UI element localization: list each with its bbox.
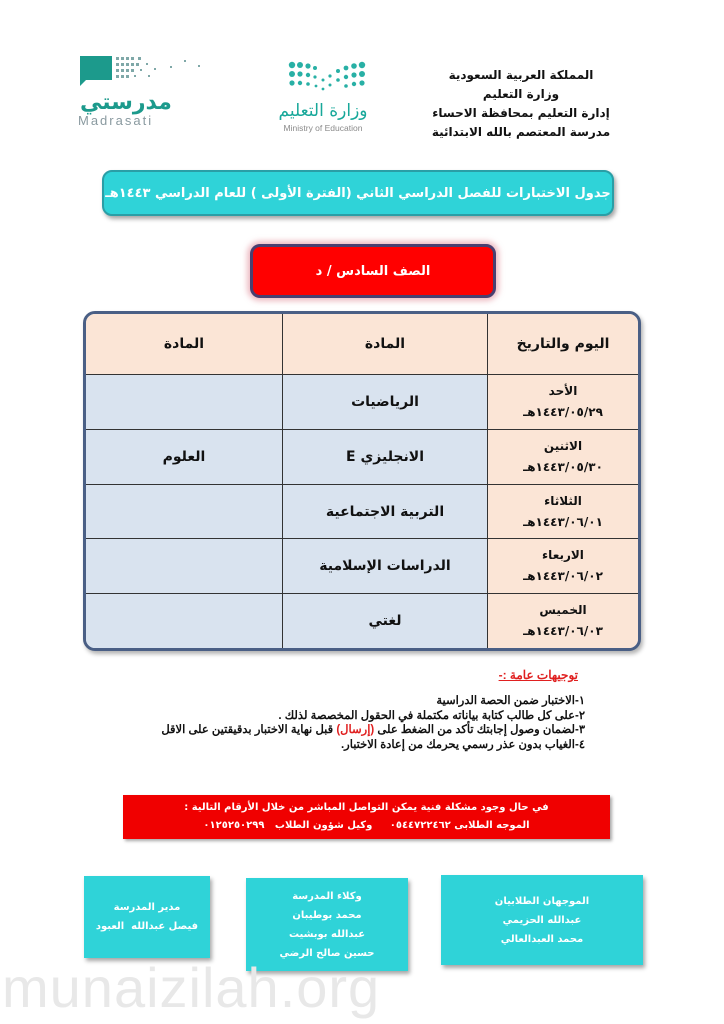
instruction-text: قبل نهاية الاختبار بدقيقتين على الاقل xyxy=(161,724,337,736)
technical-support-box xyxy=(123,795,610,839)
instruction-item xyxy=(135,723,585,738)
staff-name: محمد العبدالعالي xyxy=(500,933,584,945)
staff-name: حسين صالح الرضي xyxy=(279,947,375,959)
day-name: الأحد xyxy=(548,383,578,398)
staff-title: الموجهان الطلابيان xyxy=(494,895,590,907)
day-date: ١٤٤٣/٠٦/٠٣هـ xyxy=(523,624,603,639)
school-line: مدرسة المعتصم بالله الابتدائية xyxy=(431,125,611,139)
table-row xyxy=(86,484,638,539)
day-cell xyxy=(488,539,639,594)
instruction-item: ٤-الغياب بدون عذر رسمي يحرمك من إعادة الاختبار. xyxy=(340,738,585,751)
day-cell xyxy=(488,484,639,539)
header-subject-2: المادة xyxy=(86,314,283,375)
day-cell xyxy=(488,429,639,484)
subject-cell: الدراسات الإسلامية xyxy=(283,539,488,594)
table-row xyxy=(86,594,638,648)
day-date: ١٤٤٣/٠٦/٠٢هـ xyxy=(523,569,603,584)
staff-name: عبدالله الحزيمي xyxy=(502,914,582,926)
table-row xyxy=(86,375,638,430)
exam-schedule-table xyxy=(83,311,641,651)
instruction-item: ٢-على كل طالب كتابة بياناته مكتملة في الحقول المخصصة لذلك . xyxy=(278,709,585,722)
table-header-row xyxy=(86,314,638,375)
subject-cell xyxy=(86,539,283,594)
contact-line-1: في حال وجود مشكلة فنية يمكن التواصل المباشر من خلال الأرقام التالية : xyxy=(184,802,549,813)
day-name: الخميس xyxy=(539,603,587,618)
class-label-box xyxy=(250,244,496,298)
staff-name: محمد بوطيبان xyxy=(292,909,362,921)
subject-cell xyxy=(86,375,283,430)
day-name: الاربعاء xyxy=(542,548,584,563)
header-subject-1: المادة xyxy=(283,314,488,375)
moe-logo-english: Ministry of Education xyxy=(283,123,363,133)
staff-name: فيصل عبدالله العبود xyxy=(95,921,199,932)
directorate-line: إدارة التعليم بمحافظة الاحساء xyxy=(432,106,610,120)
instruction-item: ١-الاختبار ضمن الحصة الدراسية xyxy=(436,695,585,707)
staff-title: وكلاء المدرسة xyxy=(292,890,362,902)
kingdom-line: المملكة العربية السعودية xyxy=(448,68,594,82)
moe-dots-logo-icon xyxy=(258,58,388,98)
table-row xyxy=(86,429,638,484)
staff-name: عبدالله بوبشيت xyxy=(288,928,366,940)
instructions-heading: توجيهات عامة :- xyxy=(498,668,578,682)
subject-cell: الانجليزي E xyxy=(283,429,488,484)
ministry-line: وزارة التعليم xyxy=(482,87,560,101)
instructions-list xyxy=(135,694,585,752)
school-principal-box xyxy=(84,876,210,958)
subject-cell xyxy=(86,484,283,539)
table-row xyxy=(86,539,638,594)
student-supervisors-box xyxy=(441,875,643,965)
ministry-header xyxy=(410,66,632,142)
moe-logo xyxy=(258,58,388,134)
madrasati-logo-icon xyxy=(74,54,214,88)
madrasati-logo-arabic: مدرستي xyxy=(80,90,172,115)
subject-cell: الرياضيات xyxy=(283,375,488,430)
schedule-table xyxy=(86,314,638,648)
staff-title: مدير المدرسة xyxy=(113,902,181,913)
subject-cell: التربية الاجتماعية xyxy=(283,484,488,539)
day-cell xyxy=(488,594,639,648)
title-banner xyxy=(102,170,614,216)
subject-cell: لغتي xyxy=(283,594,488,648)
class-label: الصف السادس / د xyxy=(315,263,431,279)
day-date: ١٤٤٣/٠٦/٠١هـ xyxy=(523,514,603,529)
day-name: الثلاثاء xyxy=(544,493,582,508)
contact-line-2: الموجه الطلابى ٠٥٤٤٧٢٢٤٦٢ وكيل شؤون الطلاب ٠١٢٥٢٥٠٢٩٩ xyxy=(203,820,530,831)
madrasati-logo-english: Madrasati xyxy=(78,113,154,128)
moe-logo-arabic: وزارة التعليم xyxy=(278,101,368,121)
instruction-text: ٣-لضمان وصول إجابتك تأكد من الضغط على xyxy=(374,724,585,736)
day-cell xyxy=(488,375,639,430)
day-date: ١٤٤٣/٠٥/٣٠هـ xyxy=(523,459,603,474)
day-name: الاثنين xyxy=(543,438,583,453)
day-date: ١٤٤٣/٠٥/٢٩هـ xyxy=(523,404,603,419)
header-day-date: اليوم والتاريخ xyxy=(488,314,639,375)
subject-cell xyxy=(86,594,283,648)
madrasati-logo xyxy=(74,54,214,126)
subject-cell: العلوم xyxy=(86,429,283,484)
submit-highlight: (إرسال) xyxy=(336,724,375,736)
watermark: munaizilah.org xyxy=(2,956,381,1019)
page-title: جدول الاختبارات للفصل الدراسي الثاني (الفترة الأولى ) للعام الدراسي ١٤٤٣هـ xyxy=(105,185,611,201)
